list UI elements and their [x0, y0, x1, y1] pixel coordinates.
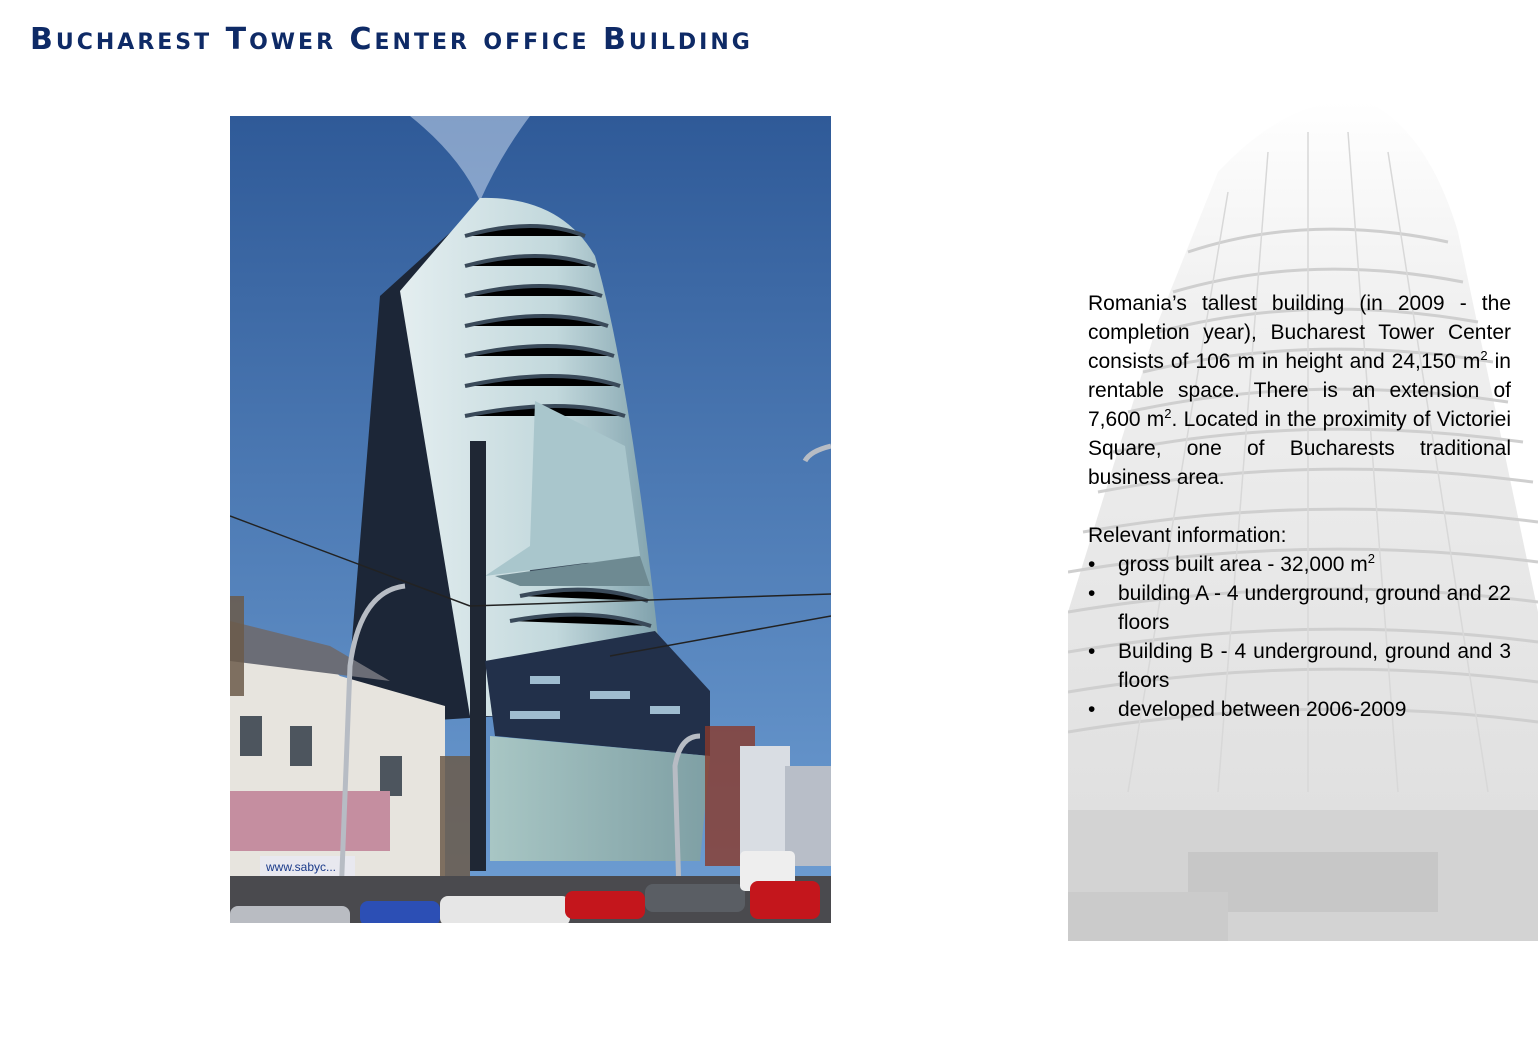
list-item: • Building B - 4 underground, ground and 3 floors — [1088, 637, 1511, 695]
bullet: • — [1088, 553, 1096, 576]
relevant-info-list — [1088, 550, 1511, 724]
page-title — [30, 22, 753, 57]
title-word: BUILDING — [602, 22, 753, 57]
title-word: BUCHAREST — [30, 22, 213, 57]
description-text-block — [1088, 289, 1511, 724]
list-item: • building A - 4 underground, ground and 22 floors — [1088, 579, 1511, 637]
bullet: • — [1088, 640, 1096, 663]
billboard-sign-text: www.sabyc... — [266, 860, 337, 874]
bullet: • — [1088, 698, 1096, 721]
list-item: • developed between 2006-2009 — [1088, 695, 1511, 724]
bucharest-tower-photo — [230, 116, 831, 923]
bullet: • — [1088, 582, 1096, 605]
baby-billboard — [230, 791, 390, 851]
title-word: TOWER — [225, 22, 337, 57]
list-item: • gross built area - 32,000 $m^2$ — [1088, 550, 1511, 579]
title-word: CENTER — [349, 22, 470, 57]
intro-paragraph: Romania’s tallest building (in 2009 - the completion year), Bucharest Tower Center consists of 106 m in height and 24,150 $m^2$ in rentable space. There is an extension of 7,600 $m^2$. Located in the proximity of Victoriei Square, one of Bucharests traditional business area. — [1088, 292, 1511, 489]
title-word: OFFICE — [483, 30, 590, 55]
relevant-info-heading: Relevant information: — [1088, 524, 1287, 547]
